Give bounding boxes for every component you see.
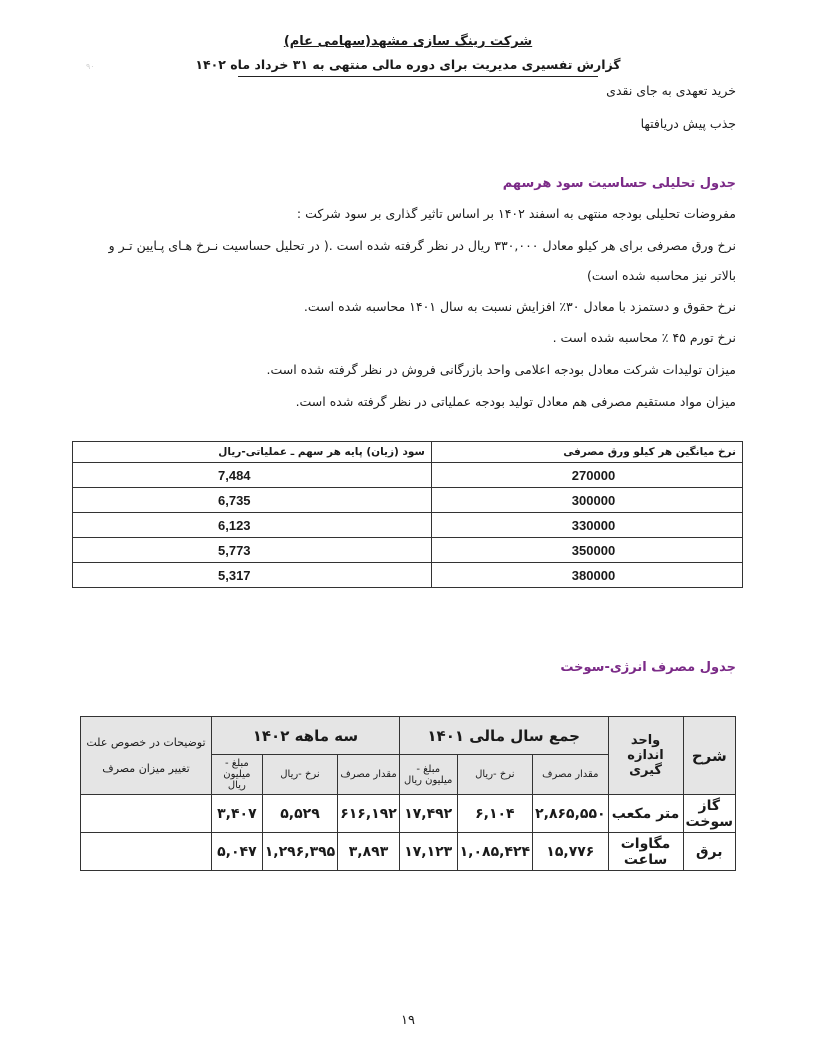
- company-title: شرکت رینگ سازی مشهد(سهامی عام): [283, 34, 533, 49]
- eps-cell: 6,735: [73, 488, 432, 513]
- table-row: [73, 563, 743, 588]
- column-header-eps: سود (زیان) پایه هر سهم ـ عملیاتی-ریال: [73, 442, 432, 463]
- energy-table: [80, 716, 736, 871]
- amount-1401-cell: ۱۷,۴۹۲: [399, 795, 457, 833]
- column-header-desc: شرح: [683, 717, 735, 795]
- eps-cell: 5,317: [73, 563, 432, 588]
- rate-cell: 350000: [431, 538, 742, 563]
- assumption-paragraph: نرخ تورم ۴۵ ٪ محاسبه شده است .: [552, 330, 736, 345]
- unit-cell: مگاوات ساعت: [608, 833, 683, 871]
- assumption-paragraph: میزان تولیدات شرکت معادل بودجه اعلامی واحد بازرگانی فروش در نظر گرفته شده است.: [266, 362, 736, 377]
- rate-cell: 300000: [431, 488, 742, 513]
- rate-cell: 330000: [431, 513, 742, 538]
- table-header-row: [73, 442, 743, 463]
- table-row: [73, 538, 743, 563]
- table-row: [81, 833, 736, 871]
- header-rule: [238, 76, 598, 77]
- column-header-unit: واحد اندازه گیری: [608, 717, 683, 795]
- column-header-1402: سه ماهه ۱۴۰۲: [212, 717, 400, 755]
- top-line: خرید تعهدی به جای نقدی: [606, 83, 736, 98]
- assumption-paragraph: میزان مواد مستقیم مصرفی هم معادل تولید بودجه عملیاتی در نظر گرفته شده است.: [295, 394, 736, 409]
- eps-cell: 6,123: [73, 513, 432, 538]
- faint-mark: ۹۰: [86, 62, 95, 71]
- subheader-rate: نرخ -ریال: [262, 755, 337, 795]
- subheader-qty: مقدار مصرف: [338, 755, 400, 795]
- column-header-1401: جمع سال مالی ۱۴۰۱: [399, 717, 608, 755]
- qty-1401-cell: ۱۵,۷۷۶: [533, 833, 608, 871]
- rate-1402-cell: ۵,۵۲۹: [262, 795, 337, 833]
- column-header-notes: توضیحات در خصوص علت تغییر میزان مصرف: [81, 717, 212, 795]
- amount-1401-cell: ۱۷,۱۲۳: [399, 833, 457, 871]
- assumption-paragraph: نرخ حقوق و دستمزد با معادل ۳۰٪ افزایش نسبت به سال ۱۴۰۱ محاسبه شده است.: [303, 299, 736, 314]
- subheader-rate: نرخ -ریال: [457, 755, 532, 795]
- top-line: جذب پیش دریافتها: [640, 116, 736, 131]
- sensitivity-heading: جدول تحلیلی حساسیت سود هرسهم: [502, 176, 736, 191]
- energy-heading: جدول مصرف انرژی-سوخت: [560, 660, 736, 675]
- unit-cell: متر مکعب: [608, 795, 683, 833]
- rate-1402-cell: ۱,۲۹۶,۳۹۵: [262, 833, 337, 871]
- rate-cell: 270000: [431, 463, 742, 488]
- rate-1401-cell: ۱,۰۸۵,۴۲۴: [457, 833, 532, 871]
- subheader-amount: مبلغ - میلیون ریال: [399, 755, 457, 795]
- report-title: گزارش تفسیری مدیریت برای دوره مالی منتهی به ۳۱ خرداد ماه ۱۴۰۲: [195, 57, 621, 72]
- eps-cell: 7,484: [73, 463, 432, 488]
- amount-1402-cell: ۵,۰۴۷: [212, 833, 263, 871]
- desc-cell: برق: [683, 833, 735, 871]
- table-row: [81, 795, 736, 833]
- column-header-rate: نرخ میانگین هر کیلو ورق مصرفی: [431, 442, 742, 463]
- desc-cell: گاز سوخت: [683, 795, 735, 833]
- qty-1402-cell: ۶۱۶,۱۹۲: [338, 795, 400, 833]
- sensitivity-table: [72, 441, 743, 588]
- table-row: [73, 488, 743, 513]
- table-header-row: [81, 717, 736, 755]
- note-cell: [81, 795, 212, 833]
- assumption-paragraph: مفروضات تحلیلی بودجه منتهی به اسفند ۱۴۰۲ بر اساس تاثیر گذاری بر سود شرکت :: [296, 206, 736, 221]
- page-number: ۱۹: [401, 1013, 415, 1028]
- table-row: [73, 513, 743, 538]
- qty-1402-cell: ۳,۸۹۳: [338, 833, 400, 871]
- subheader-amount: مبلغ - میلیون ریال: [212, 755, 263, 795]
- assumption-paragraph: بالاتر نیز محاسبه شده است): [586, 268, 736, 283]
- assumption-paragraph: نرخ ورق مصرفی برای هر کیلو معادل ۳۳۰,۰۰۰ ریال در نظر گرفته شده است .( در تحلیل حساسیت نـرخ هـای پـایین تـر و: [108, 238, 736, 253]
- subheader-qty: مقدار مصرف: [533, 755, 608, 795]
- amount-1402-cell: ۳,۴۰۷: [212, 795, 263, 833]
- rate-cell: 380000: [431, 563, 742, 588]
- rate-1401-cell: ۶,۱۰۴: [457, 795, 532, 833]
- qty-1401-cell: ۲,۸۶۵,۵۵۰: [533, 795, 608, 833]
- table-row: [73, 463, 743, 488]
- eps-cell: 5,773: [73, 538, 432, 563]
- note-cell: [81, 833, 212, 871]
